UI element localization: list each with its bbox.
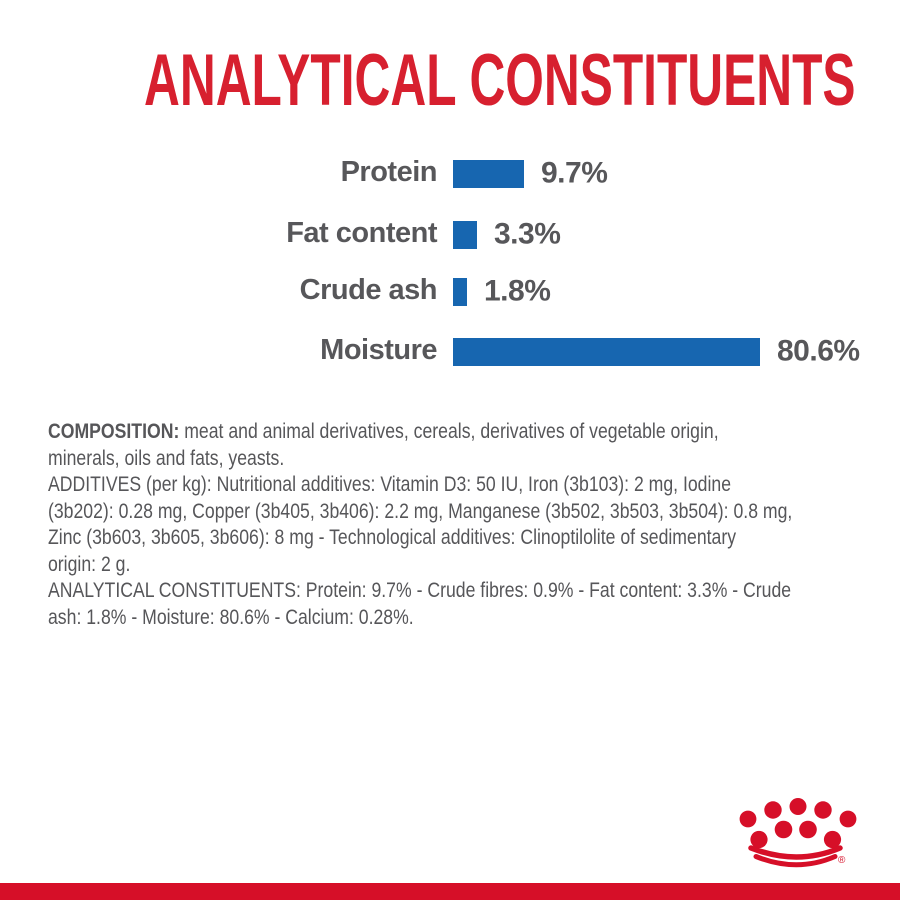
composition-line [48,419,859,446]
additives-line: Zinc (3b603, 3b605, 3b606): 8 mg - Technological additives: Clinoptilolite of sedimentary [48,526,737,549]
additives-line: (3b202): 0.28 mg, Copper (3b405, 3b406): 2.2 mg, Manganese (3b502, 3b503, 3b504): 0.8 mg, [48,499,793,523]
composition-label: COMPOSITION: [48,420,180,443]
chart-row-protein [0,156,900,190]
chart-bar [453,160,524,188]
chart-bar [453,278,467,306]
chart-row-moisture [0,334,900,368]
additives-line: origin: 2 g. [48,552,131,576]
chart-bar [453,338,760,366]
chart-row-label: Protein [340,156,437,189]
page-title: ANALYTICAL CONSTITUENTS [144,40,856,121]
composition-line: minerals, oils and fats, yeasts. [48,446,285,470]
bottom-red-bar [0,883,900,900]
chart-row-crude-ash [0,274,900,308]
registered-trademark-icon: ® [838,855,846,866]
chart-value: 3.3% [494,217,561,251]
chart-row-label: Fat content [286,217,437,250]
chart-value: 1.8% [484,274,551,308]
royal-canin-crown-icon [735,785,895,875]
chart-row-label: Moisture [320,334,437,367]
analytical-constituents-line: ANALYTICAL CONSTITUENTS: Protein: 9.7% - Crude fibres: 0.9% - Fat content: 3.3% - Crude [48,579,792,602]
chart-row-label: Crude ash [299,274,437,307]
ingredients-text [48,419,859,631]
additives-line: ADDITIVES (per kg): Nutritional additives: Vitamin D3: 50 IU, Iron (3b103): 2 mg, Iodine [48,473,732,496]
chart-bar [453,221,477,249]
chart-value: 9.7% [541,156,608,190]
chart-value: 80.6% [777,334,860,368]
analytical-constituents-line: ash: 1.8% - Moisture: 80.6% - Calcium: 0.28%. [48,605,414,629]
chart-row-fat-content [0,217,900,251]
composition-text: meat and animal derivatives, cereals, derivatives of vegetable origin, [179,420,719,443]
